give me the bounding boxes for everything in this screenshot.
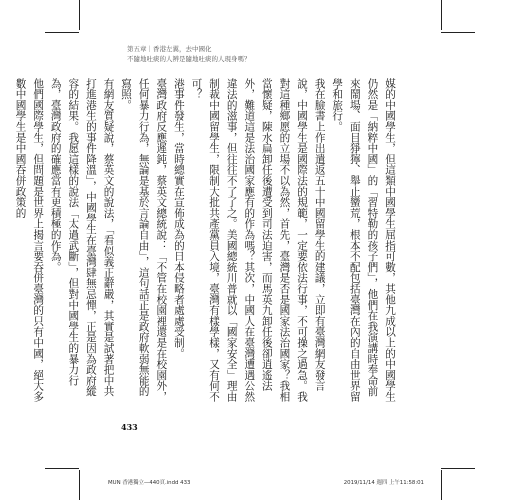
running-header <box>127 44 251 64</box>
paragraph: 港事件發生，當時總實在宣佈成為的日本侵略者處處受制。 <box>172 78 185 359</box>
paragraph: 有網友質疑說，蔡英文的說法，「看似義正辭嚴，其實是試著把中共打進港生的事件降溫」，中國學生在臺灣肆無忌憚，正是因為政府縱容的結果。我愿這樣的說法「太過武斷」，但對中國學生的暴力行為，臺灣政府的確應當有更積極的作為。 <box>49 78 115 397</box>
paragraph: 臺灣政府反應遲鈍，蔡英文總統說：「不管在校園裡還是在校園外，任何暴力行為，無論是基於言論自由」，這句話正是政府軟弱無能的寫照。 <box>120 78 168 402</box>
page-number: 433 <box>121 422 138 432</box>
paragraph: 我在臉書上作出遣返五十中國留學生的建議，立即有臺灣網友發言說，中國學生是國際法的規範，一定要依法行事，不可操之過急。我對這種鄉愿的立場不以為然，首先，臺灣是否是國家法治國家？我相當懷疑，陳水扁卸任後遭受到司法迫害，而馬英九卸任後卻逍遙法外，難道這是法治國家應有的作為嗎？其次，中國人在臺灣遭遇公然違法的滋事，但往往不了了之。美國總統川普就以「國家安全」理由制裁中國留學生，限制大批共產黨員入境，臺灣有樣學樣，又有何不可？ <box>190 78 326 402</box>
crop-mark <box>79 470 80 500</box>
crop-mark <box>441 32 475 33</box>
body-text <box>14 78 398 404</box>
crop-mark <box>441 470 442 500</box>
print-date: 2019/11/14 週四 上午11:58:01 <box>343 480 424 486</box>
chapter-title: 第五章｜香港左翼，去中國化 <box>127 45 212 53</box>
crop-mark <box>45 32 79 33</box>
file-name: MUN 香港獨立—440頁.indd 433 <box>108 480 191 486</box>
crop-mark <box>441 468 475 469</box>
paragraph: 媒的中國學生，但這類中國學生屈指可數，其他九成以上的中國學生仍然是「納粹中國」的「習特勒的孩子們」，他們在我演講時奉命前來鬧場、面目猙獰、舉止蠻荒，根本不配包括臺灣在內的自由世界留學和旅行。 <box>331 78 396 402</box>
crop-mark <box>441 0 442 30</box>
crop-mark <box>79 0 80 30</box>
section-subtitle: 不隨地吐痰的人辨是隨地吐痰的人現身嗎？ <box>127 55 251 63</box>
paragraph: 他們國際學生，但問題是世界上揭言要吞併臺灣的只有中國，絕大多數中國學生是中國吞併政策的 <box>14 78 45 402</box>
print-slug <box>108 478 424 486</box>
crop-mark <box>45 468 79 469</box>
